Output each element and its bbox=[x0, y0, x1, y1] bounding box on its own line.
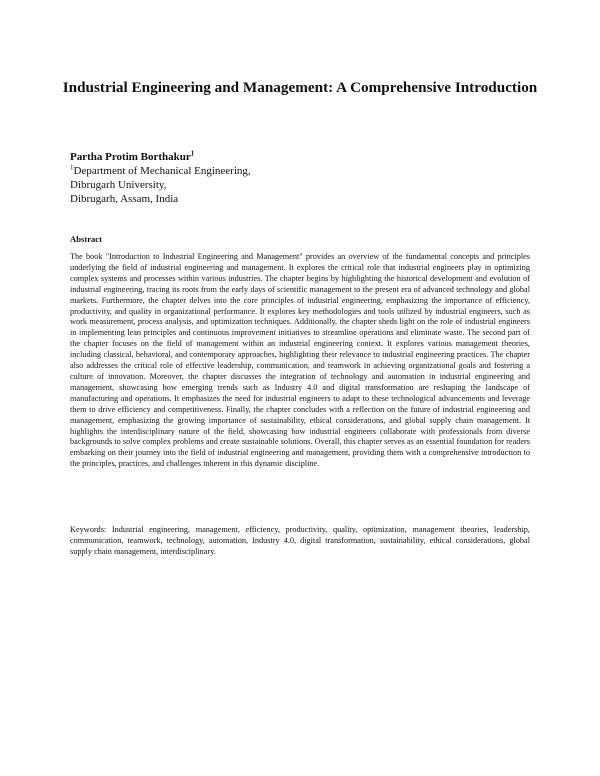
author-block bbox=[70, 150, 530, 206]
paper-title: Industrial Engineering and Management: A Comprehensive Introduction bbox=[62, 79, 538, 96]
abstract-heading: Abstract bbox=[70, 234, 102, 244]
affiliation-line-3: Dibrugarh, Assam, India bbox=[70, 193, 179, 205]
keywords-paragraph: Keywords: Industrial engineering, management, efficiency, productivity, quality, optimization, management theories, leadership, communication, teamwork, technology, automation, Industry 4.0, digital transformation, sustainability, ethical considerations, global supply chain management, interdisciplinary. bbox=[70, 525, 530, 556]
affiliation-line-1: Department of Mechanical Engineering, bbox=[73, 165, 251, 177]
affiliation-superscript: 1 bbox=[70, 163, 74, 172]
author-name-line bbox=[70, 150, 530, 164]
affiliation-line-2: Dibrugarh University, bbox=[70, 179, 167, 191]
author-superscript: 1 bbox=[190, 149, 195, 158]
author-name: Partha Protim Borthakur bbox=[70, 151, 191, 163]
abstract-body: The book "Introduction to Industrial Engineering and Management" provides an overview of the fundamental concepts and principles underlying the field of industrial engineering and management. It explores the critical role that industrial engineers play in optimizing complex systems and processes within various industries. The chapter begins by highlighting the historical development and evolution of industrial engineering, tracing its roots from the early days of scientific management to the present era of advanced technology and global markets. Furthermore, the chapter delves into the core principles of industrial engineering, emphasizing the importance of efficiency, productivity, and quality in organizational performance. It explores key methodologies and tools utilized by industrial engineers, such as work measurement, process analysis, and optimization techniques. Additionally, the chapter sheds light on the role of industrial engineers in implementing lean principles and continuous improvement initiatives to streamline operations and eliminate waste. The second part of the chapter focuses on the field of management within an industrial engineering context. It explores various management theories, including classical, behavioral, and contemporary approaches, highlighting their relevance to industrial engineering practices. The chapter also addresses the critical role of effective leadership, communication, and teamwork in achieving organizational goals and fostering a culture of innovation. Moreover, the chapter discusses the integration of technology and automation in industrial engineering and management, showcasing how emerging trends such as Industry 4.0 and digital transformation are reshaping the landscape of manufacturing and operations. It emphasizes the need for industrial engineers to adapt to these technological advancements and leverage them to drive efficiency and competitiveness. Finally, the chapter concludes with a reflection on the future of industrial engineering and management, emphasizing the growing importance of sustainability, ethical considerations, and global supply chain management. It highlights the interdisciplinary nature of the field, showcasing how industrial engineers collaborate with professionals from diverse backgrounds to solve complex problems and create sustainable solutions. Overall, this chapter serves as an essential foundation for readers embarking on their journey into the field of industrial engineering and management, providing them with a comprehensive introduction to the principles, practices, and challenges inherent in this dynamic discipline. bbox=[70, 252, 530, 469]
affiliation-department bbox=[70, 164, 530, 178]
